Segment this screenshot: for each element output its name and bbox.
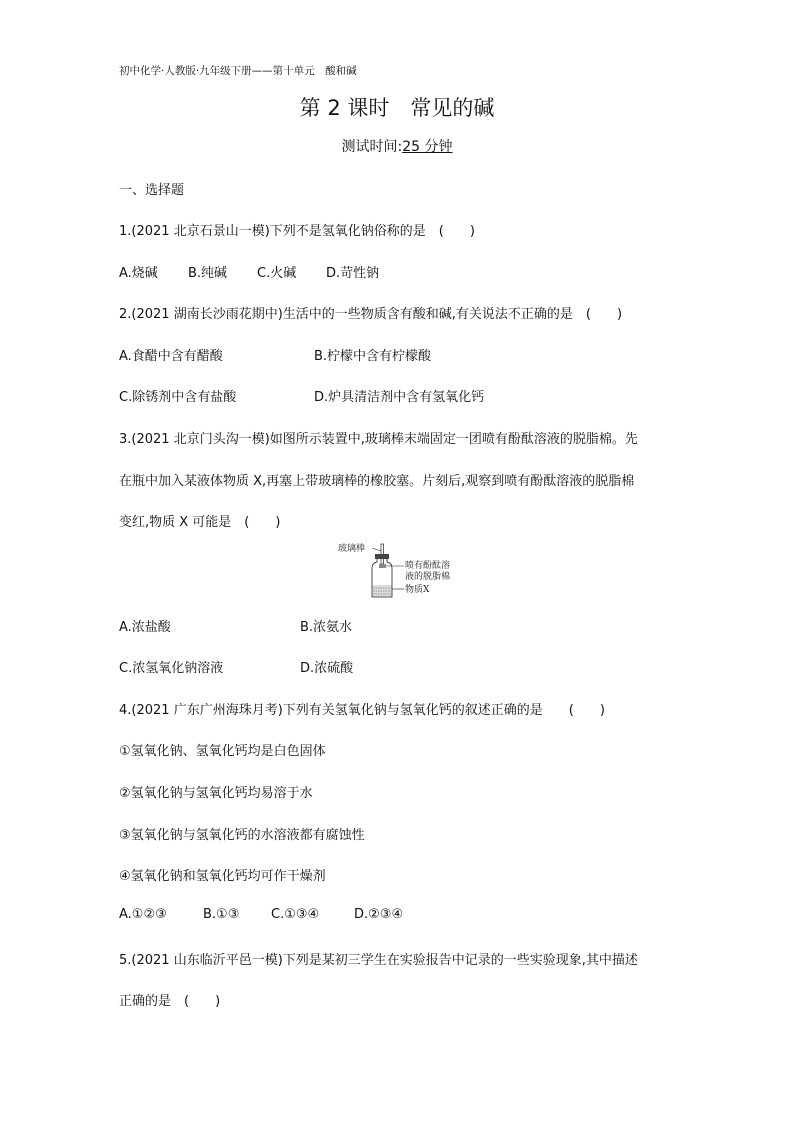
question-3-line-3: 变红,物质 X 可能是 ( ) (119, 515, 281, 530)
section-heading: 一、选择题 (119, 183, 185, 198)
q2-option-a: A.食醋中含有醋酸 (119, 349, 223, 364)
question-3-line-1: 3.(2021 北京门头沟一模)如图所示装置中,玻璃棒末端固定一团喷有酚酞溶液的脱脂棉。先 (119, 432, 638, 447)
question-5-line-1: 5.(2021 山东临沂平邑一模)下列是某初三学生在实验报告中记录的一些实验现象,其中描述 (119, 953, 638, 968)
page-header: 初中化学·人教版·九年级下册——第十单元 酸和碱 (119, 65, 357, 77)
question-3-line-2: 在瓶中加入某液体物质 X,再塞上带玻璃棒的橡胶塞。片刻后,观察到喷有酚酞溶液的脱脂棉 (119, 474, 635, 489)
q3-option-d: D.浓硫酸 (300, 661, 354, 676)
q4-statement-3: ③氢氧化钠与氢氧化钙的水溶液都有腐蚀性 (119, 828, 365, 843)
q2-option-b: B.柠檬中含有柠檬酸 (314, 349, 432, 364)
lesson-title: 第 2 课时 常见的碱 (299, 96, 495, 120)
q4-statement-4: ④氢氧化钠和氢氧化钙均可作干燥剂 (119, 869, 326, 884)
question-5-line-2: 正确的是 ( ) (119, 994, 221, 1009)
q4-option-a: A.①②③ (119, 907, 167, 922)
q2-option-c: C.除锈剂中含有盐酸 (119, 390, 237, 405)
q1-option-a: A.烧碱 (119, 266, 158, 281)
test-time (0, 136, 794, 156)
question-1-stem: 1.(2021 北京石景山一模)下列不是氢氧化钠俗称的是 ( ) (119, 224, 475, 239)
label-substance-x: 物质X (405, 585, 430, 595)
q4-option-d: D.②③④ (354, 907, 404, 922)
test-time-value: 25 分钟 (402, 139, 453, 155)
q4-statement-2: ②氢氧化钠与氢氧化钙均易溶于水 (119, 786, 313, 801)
q3-option-c: C.浓氢氧化钠溶液 (119, 661, 224, 676)
question-4-stem: 4.(2021 广东广州海珠月考)下列有关氢氧化钠与氢氧化钙的叙述正确的是 ( ) (119, 703, 605, 718)
q1-option-b: B.纯碱 (188, 266, 228, 281)
q4-statement-1: ①氢氧化钠、氢氧化钙均是白色固体 (119, 744, 326, 759)
q2-option-d: D.炉具清洁剂中含有氢氧化钙 (314, 390, 485, 405)
q1-option-c: C.火碱 (257, 266, 297, 281)
cotton-ball (379, 564, 386, 568)
label-cotton-1: 喷有酚酞溶 (405, 561, 451, 571)
apparatus-diagram (338, 541, 463, 601)
label-cotton-2: 液的脱脂棉 (405, 572, 451, 582)
question-2-stem: 2.(2021 湖南长沙雨花期中)生活中的一些物质含有酸和碱,有关说法不正确的是 ( ) (119, 307, 623, 322)
q3-option-a: A.浓盐酸 (119, 620, 171, 635)
q3-option-b: B.浓氨水 (300, 620, 353, 635)
label-glass-rod: 玻璃棒 (338, 544, 366, 554)
q4-option-c: C.①③④ (271, 907, 320, 922)
test-time-label: 测试时间: (341, 139, 403, 155)
rubber-stopper (375, 554, 389, 559)
q1-option-d: D.苛性钠 (326, 266, 380, 281)
q4-option-b: B.①③ (203, 907, 240, 922)
